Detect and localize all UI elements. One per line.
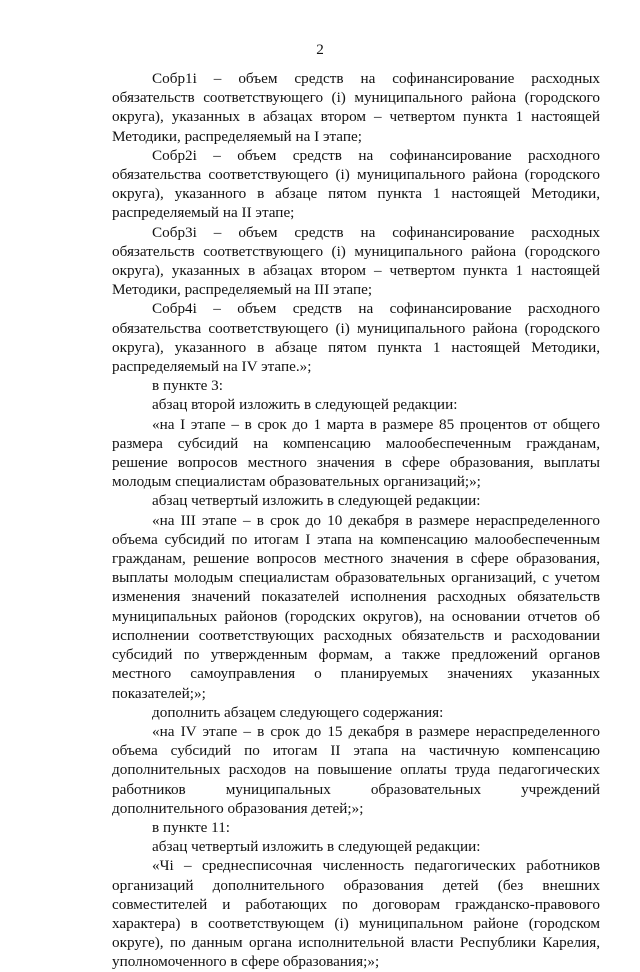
- paragraph-abzac-second: абзац второй изложить в следующей редакции:: [152, 396, 458, 414]
- paragraph-stage-4: «на IV этапе – в срок до 15 декабря в размере нераспределенного объема субсидий по итогам II этапа на частичную компенсацию дополнительных расходов на повышение оплаты труда педагогических работников муниципальных образовательных учреждений дополнительного образования детей;»;: [112, 722, 600, 817]
- paragraph-point-3: в пункте 3:: [152, 377, 223, 395]
- paragraph-chi-definition: «Чi – среднесписочная численность педагогических работников организаций дополнительного образования детей (без внешних совместителей и работающих по договорам гражданско-правового характера) в соответствующем (i) муниципальном районе (городском округе), по данным органа исполнительной власти Республики Карелия, уполномоченного в сфере образования;»;: [112, 857, 600, 971]
- paragraph-abzac-fourth: абзац четвертый изложить в следующей редакции:: [152, 492, 481, 510]
- paragraph-stage-3: «на III этапе – в срок до 10 декабря в размере нераспределенного объема субсидий по итогам I этапа на компенсацию малообеспеченным гражданам, решение вопросов местного значения в сфере образования, выплаты молодым специалистам образовательных организаций, с учетом изменения значений показателей исполнения расходных обязательств муниципальных районов (городских округов), на основании отчетов об исполнении соответствующих расходных обязательств и расходовании субсидий по утвержденным формам, а также предложений органов местного самоуправления о планируемых значениях указанных показателей;»;: [112, 511, 600, 702]
- paragraph-sobr3: Собр3i – объем средств на софинансирование расходных обязательств соответствующего (i) муниципального района (городского округа), указанных в абзацах втором – четвертом пункта 1 настоящей Методики, распределяемый на III этапе;: [112, 223, 600, 299]
- paragraph-stage-1: «на I этапе – в срок до 1 марта в размере 85 процентов от общего размера субсидий на компенсацию малообеспеченным гражданам, решение вопросов местного значения в сфере образования, выплаты молодым специалистам образовательных организаций;»;: [112, 415, 600, 491]
- paragraph-abzac-fourth-2: абзац четвертый изложить в следующей редакции:: [152, 838, 481, 856]
- paragraph-sobr1: Собр1i – объем средств на софинансирование расходных обязательств соответствующего (i) муниципального района (городского округа), указанных в абзацах втором – четвертом пункта 1 настоящей Методики, распределяемый на I этапе;: [112, 70, 600, 145]
- document-body: [112, 69, 600, 972]
- page-number: 2: [316, 41, 324, 58]
- paragraph-add-abzac: дополнить абзацем следующего содержания:: [152, 703, 444, 721]
- paragraph-point-11: в пункте 11:: [152, 818, 231, 836]
- paragraph-sobr4: Собр4i – объем средств на софинансирование расходного обязательства соответствующего (i) муниципального района (городского округа), указанного в абзаце пятом пункта 1 настоящей Методики, распределяемый на IV этапе.»;: [112, 300, 600, 376]
- paragraph-sobr2: Собр2i – объем средств на софинансирование расходного обязательства соответствующего (i) муниципального района (городского округа), указанного в абзаце пятом пункта 1 настоящей Методики, распределяемый на II этапе;: [112, 146, 600, 222]
